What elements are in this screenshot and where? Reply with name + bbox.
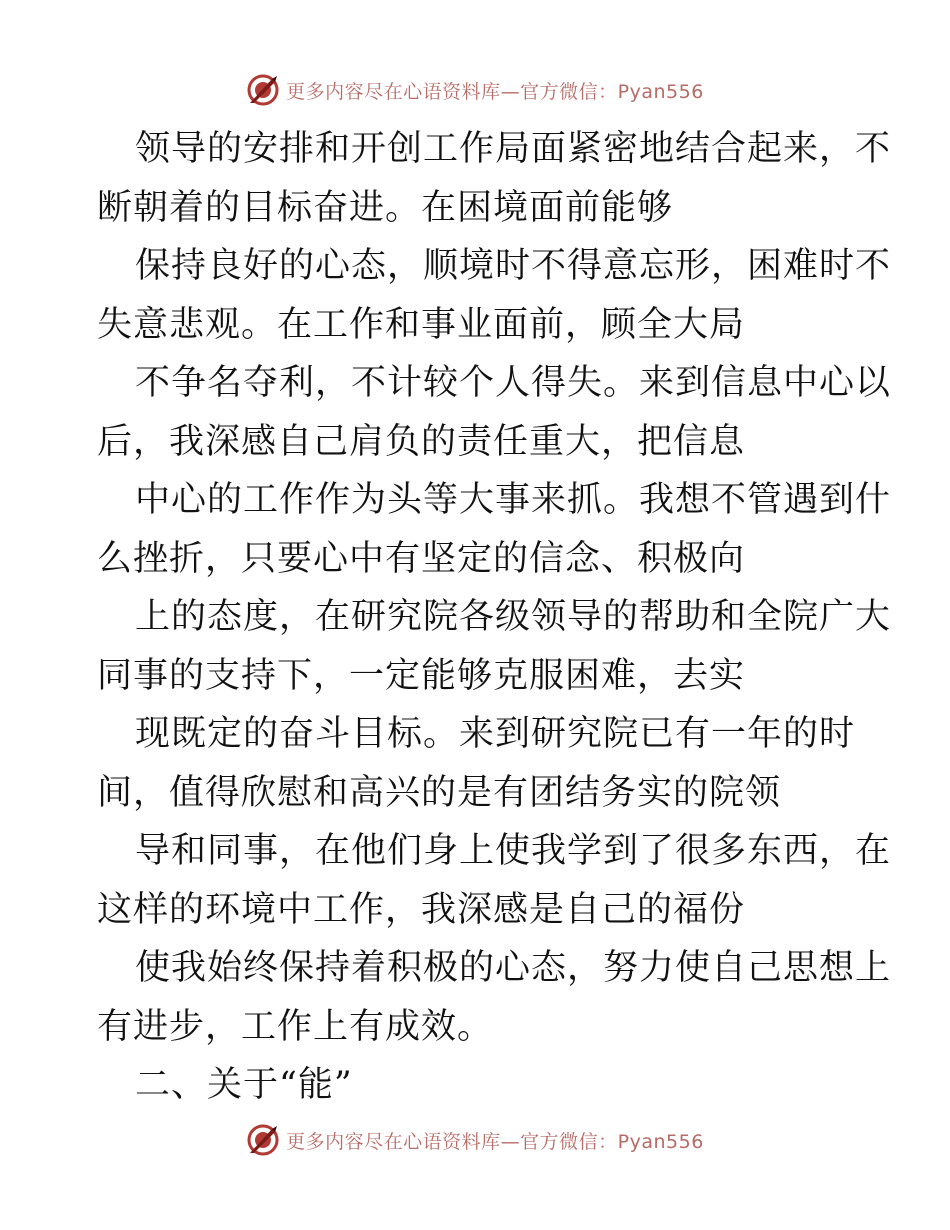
text-line: 使我始终保持着积极的心态，努力使自己思想上 [135, 948, 892, 988]
text-line: 领导的安排和开创工作局面紧密地结合起来，不 [135, 129, 892, 169]
quill-seal-icon [246, 73, 280, 107]
header-watermark [0, 70, 950, 110]
text-line: 失意悲观。在工作和事业面前，顾全大局 [97, 304, 746, 345]
text-line: 导和同事，在他们身上使我学到了很多东西，在 [135, 831, 892, 871]
text-line: 现既定的奋斗目标。来到研究院已有一年的时 [135, 714, 856, 754]
text-line: 中心的工作作为头等大事来抓。我想不管遇到什 [135, 480, 892, 520]
text-line: 保持良好的心态，顺境时不得意忘形，困难时不 [135, 246, 892, 286]
text-line: 断朝着的目标奋进。在困境面前能够 [97, 187, 674, 228]
text-line: 上的态度，在研究院各级领导的帮助和全院广大 [135, 597, 892, 637]
text-line: 不争名夺利，不计较个人得失。来到信息中心以 [135, 363, 892, 403]
watermark-text: 更多内容尽在心语资料库—官方微信：Pyan556 [286, 1130, 704, 1153]
text-line: 有进步，工作上有成效。 [97, 1006, 494, 1047]
footer-watermark [0, 1120, 950, 1160]
text-line: 后，我深感自己肩负的责任重大，把信息 [97, 421, 746, 462]
section-heading: 二、关于“能” [135, 1065, 353, 1105]
text-line: 这样的环境中工作，我深感是自己的福份 [97, 889, 746, 930]
text-line: 么挫折，只要心中有坚定的信念、积极向 [97, 538, 746, 579]
quill-seal-icon [246, 1123, 280, 1157]
text-line: 间，值得欣慰和高兴的是有团结务实的院领 [97, 772, 782, 813]
text-line: 同事的支持下，一定能够克服困难，去实 [97, 655, 746, 696]
document-body [97, 120, 892, 1115]
watermark-text: 更多内容尽在心语资料库—官方微信：Pyan556 [286, 80, 704, 103]
